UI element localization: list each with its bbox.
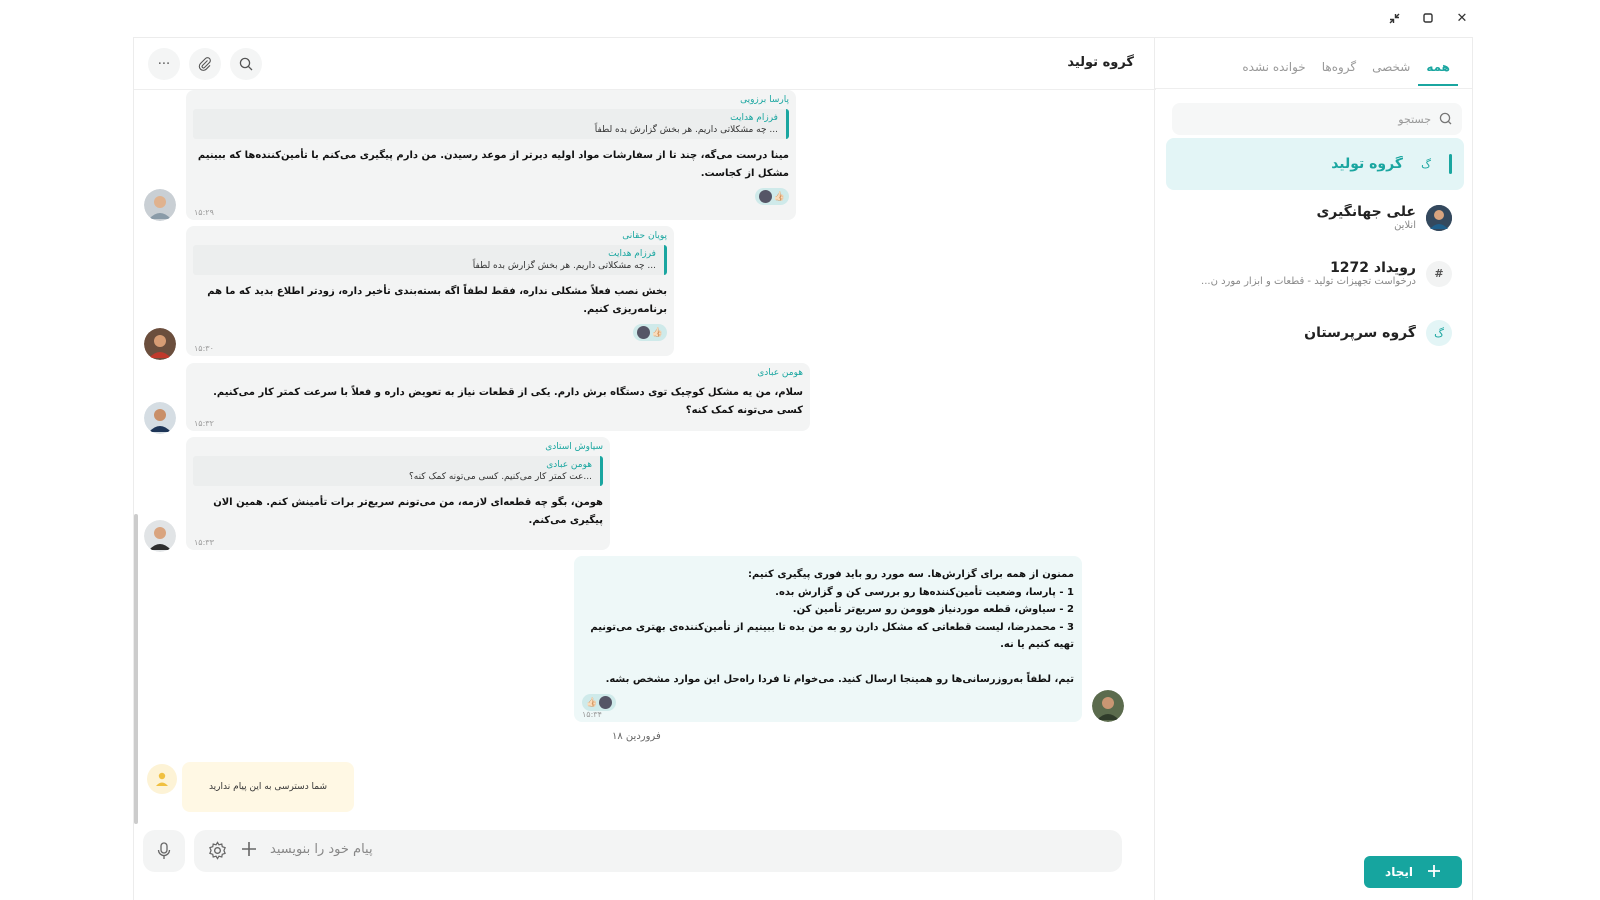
group-avatar: گ bbox=[1426, 320, 1452, 346]
tab-personal[interactable]: شخصی bbox=[1372, 60, 1411, 74]
reaction-badge[interactable] bbox=[633, 324, 667, 341]
conversation-event-1272[interactable] bbox=[1166, 260, 1464, 287]
thumbs-up-reaction: 👍🏻 bbox=[773, 191, 785, 202]
own-avatar bbox=[1092, 690, 1124, 722]
voice-record-button[interactable] bbox=[143, 830, 185, 872]
message-bubble[interactable] bbox=[186, 437, 610, 550]
message-time: ۱۵:۲۹ bbox=[194, 208, 214, 217]
message-text: ممنون از همه برای گزارش‌ها. سه مورد رو باید فوری پیگیری کنیم: 1 - پارسا، وضعیت تأمین‌کننده‌ها رو بررسی کن و گزارش بده. 2 - سیاوش، قطعه موردنیاز هوومن رو سریع‌تر تأمین کن. 3 - محمدرضا، لیست قطعاتی که مشکل دارن رو به من بده تا ببینیم از تأمین‌کننده‌ی بهتری می‌تونیم تهیه کنیم یا نه. تیم، لطفاً به‌روزرسانی‌ها رو همینجا ارسال کنید. می‌خوام تا فردا راه‌حل این موارد مشخص بشه. bbox=[590, 569, 1074, 685]
message-text: بخش نصب فعلاً مشکلی نداره، فقط لطفاً اگه بسته‌بندی تأخیر داره، زودتر اطلاع بدید که ما هم برنامه‌ریزی کنیم. bbox=[207, 286, 667, 315]
conversation-ali-jahangiri[interactable] bbox=[1166, 204, 1464, 231]
avatar bbox=[144, 402, 176, 434]
restricted-message: شما دسترسی به این پیام ندارید bbox=[182, 762, 354, 812]
reactor-avatar bbox=[599, 696, 612, 709]
chat-search-button[interactable] bbox=[230, 48, 262, 80]
create-button[interactable] bbox=[1364, 856, 1462, 888]
reactor-avatar bbox=[637, 326, 650, 339]
maximize-icon[interactable] bbox=[1420, 10, 1436, 26]
message-time: ۱۵:۳۰ bbox=[194, 344, 214, 353]
date-separator: ۱۸ فروردین bbox=[612, 731, 661, 742]
quote-sender: هومن عبادی bbox=[546, 460, 592, 470]
message-text: سلام، من یه مشکل کوچیک توی دستگاه برش دارم. یکی از قطعات نیاز به تعویض داره و فعلاً با سرعت کمتر کار می‌کنیم. کسی می‌تونه کمک کنه؟ bbox=[213, 387, 803, 416]
tab-all[interactable]: همه bbox=[1418, 60, 1458, 86]
chat-scrollbar[interactable] bbox=[134, 514, 138, 824]
own-message-bubble[interactable] bbox=[574, 556, 1082, 722]
thumbs-up-reaction: 👍🏻 bbox=[651, 327, 663, 338]
window-controls bbox=[1386, 10, 1470, 26]
presence-status: آنلاین bbox=[1394, 220, 1416, 231]
quote-text: ... چه مشکلاتی داریم. هر بخش گزارش بده لطفاً bbox=[472, 261, 656, 271]
message-time: ۱۵:۳۴ bbox=[582, 710, 602, 719]
close-icon[interactable]: ✕ bbox=[1456, 10, 1468, 26]
paperclip-icon bbox=[198, 57, 212, 71]
conversation-preview: درخواست تجهیزات تولید - قطعات و ابزار مورد ن... bbox=[1201, 276, 1416, 287]
sidebar-search-input[interactable] bbox=[1172, 103, 1462, 135]
reaction-badge[interactable] bbox=[755, 188, 789, 205]
conversation-production-group[interactable] bbox=[1166, 138, 1464, 190]
message-time: ۱۵:۳۲ bbox=[194, 419, 214, 428]
message-sender: سیاوش استادی bbox=[545, 442, 603, 452]
quoted-message[interactable] bbox=[193, 245, 667, 275]
chat-header bbox=[134, 38, 1156, 90]
conversation-name: علی جهانگیری bbox=[1316, 204, 1416, 220]
conversation-name: گروه تولید bbox=[1331, 156, 1403, 172]
message-bubble[interactable] bbox=[186, 226, 674, 356]
user-icon bbox=[147, 764, 177, 794]
message-time: ۱۵:۳۳ bbox=[194, 538, 214, 547]
conversation-name: رویداد 1272 bbox=[1330, 260, 1416, 276]
hashtag-icon: # bbox=[1426, 261, 1452, 287]
search-placeholder: جستجو bbox=[1398, 112, 1431, 126]
create-label: ایجاد bbox=[1385, 865, 1413, 879]
microphone-icon bbox=[157, 842, 171, 860]
quoted-message[interactable] bbox=[193, 109, 789, 139]
search-icon bbox=[239, 57, 253, 71]
more-options-button[interactable] bbox=[148, 48, 180, 80]
quoted-message[interactable] bbox=[193, 456, 603, 486]
app-window bbox=[133, 37, 1473, 900]
message-input[interactable] bbox=[194, 830, 1122, 872]
message-sender: هومن عبادی bbox=[757, 368, 803, 378]
conversation-name: گروه سرپرستان bbox=[1304, 325, 1416, 341]
message-text: مینا درست می‌گه، چند تا از سفارشات مواد اولیه دیرتر از موعد رسیدن. من دارم پیگیری می‌کنم با تأمین‌کننده‌ها که ببینیم مشکل از کجاست. bbox=[197, 150, 789, 179]
tab-groups[interactable]: گروه‌ها bbox=[1321, 60, 1357, 74]
sidebar-tabs bbox=[1234, 60, 1458, 86]
reaction-badge[interactable] bbox=[582, 694, 616, 711]
quote-text: ... چه مشکلاتی داریم. هر بخش گزارش بده لطفاً bbox=[594, 125, 778, 135]
group-avatar: گ bbox=[1413, 151, 1439, 177]
message-text: هومن، بگو چه قطعه‌ای لازمه، من می‌تونم سریع‌تر برات تأمینش کنم. همین الان پیگیری می‌کنم. bbox=[213, 497, 603, 526]
tab-unread[interactable]: خوانده نشده bbox=[1242, 60, 1306, 74]
composer-placeholder: پیام خود را بنویسید bbox=[270, 842, 373, 857]
message-bubble[interactable] bbox=[186, 363, 810, 431]
thumbs-up-reaction: 👍🏻 bbox=[586, 697, 598, 708]
attachments-button[interactable] bbox=[189, 48, 221, 80]
search-icon bbox=[1439, 110, 1452, 129]
avatar bbox=[144, 520, 176, 552]
conversation-sidebar bbox=[1154, 38, 1472, 900]
quote-sender: فرزام هدایت bbox=[608, 249, 656, 259]
message-sender: پویان حقانی bbox=[622, 231, 667, 241]
message-bubble[interactable] bbox=[186, 90, 796, 220]
collapse-icon[interactable] bbox=[1386, 10, 1402, 26]
add-attachment-icon[interactable] bbox=[240, 840, 258, 862]
message-sender: پارسا برزویی bbox=[740, 95, 789, 105]
tabs-divider bbox=[1155, 88, 1472, 89]
quote-text: ...عت کمتر کار می‌کنیم. کسی می‌تونه کمک کنه؟ bbox=[408, 472, 592, 482]
reactor-avatar bbox=[759, 190, 772, 203]
avatar bbox=[144, 328, 176, 360]
more-icon: ··· bbox=[157, 56, 171, 72]
avatar bbox=[1426, 205, 1452, 231]
chat-title: گروه تولید bbox=[1067, 55, 1134, 70]
avatar bbox=[144, 189, 176, 221]
quote-sender: فرزام هدایت bbox=[730, 113, 778, 123]
settings-icon[interactable] bbox=[208, 841, 227, 864]
chat-panel bbox=[134, 38, 1156, 900]
conversation-supervisors-group[interactable] bbox=[1166, 320, 1464, 346]
plus-icon bbox=[1427, 864, 1441, 881]
